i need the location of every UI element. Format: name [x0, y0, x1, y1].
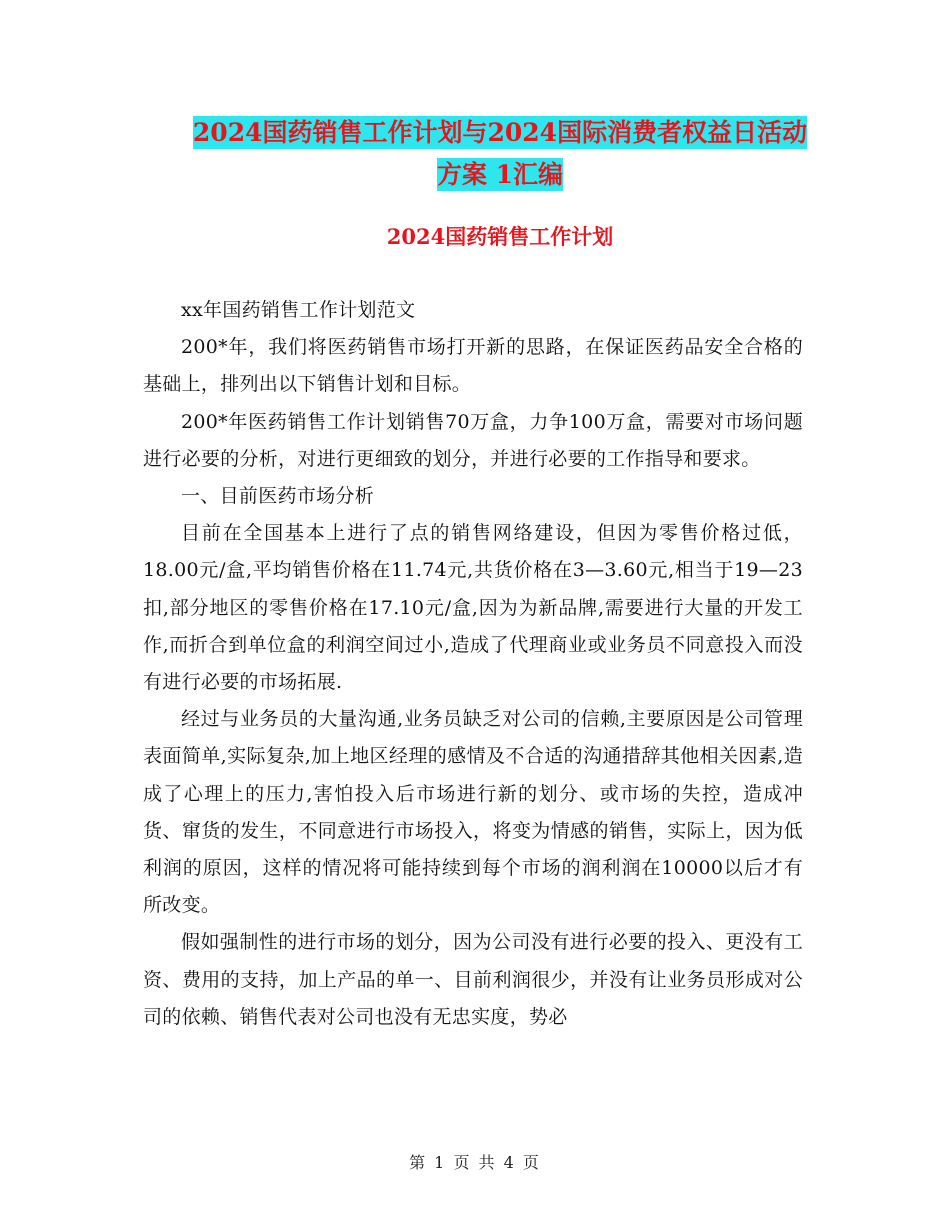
paragraph: 一、目前医药市场分析: [181, 485, 375, 508]
title-highlight: 2024国药销售工作计划与2024国际消费者权益日活动: [192, 118, 808, 147]
paragraph: 假如强制性的进行市场的划分，因为公司没有进行必要的投入、更没有工资、费用的支持，加上产品的单一、目前利润很少，并没有让业务员形成对公司的依赖、销售代表对公司也没有无忠实度，势必: [143, 931, 803, 1028]
body-text: [143, 292, 803, 1036]
section-title: 2024国药销售工作计划: [386, 224, 614, 249]
document-title-line-2: [140, 152, 860, 197]
paragraph: 200*年，我们将医药销售市场打开新的思路，在保证医药品安全合格的基础上，排列出以下销售计划和目标。: [143, 336, 803, 396]
paragraph: 目前在全国基本上进行了点的销售网络建设，但因为零售价格过低，18.00元/盒,平均销售价格在11.74元,共货价格在3—3.60元,相当于19—23扣,部分地区的零售价格在17.10元/盒,因为为新品牌,需要进行大量的开发工作,而折合到单位盒的利润空间过小,造成了代理商业或业务员不同意投入而没有进行必要的市场拓展.: [143, 522, 803, 694]
title-highlight: 方案 1汇编: [436, 160, 564, 189]
paragraph: 经过与业务员的大量沟通,业务员缺乏对公司的信赖,主要原因是公司管理表面简单,实际复杂,加上地区经理的感情及不合适的沟通措辞其他相关因素,造成了心理上的压力,害怕投入后市场进行新的划分、或市场的失控，造成冲货、窜货的发生，不同意进行市场投入，将变为情感的销售，实际上，因为低利润的原因，这样的情况将可能持续到每个市场的润利润在10000以后才有所改变。: [143, 708, 803, 917]
paragraph: 200*年医药销售工作计划销售70万盒，力争100万盒，需要对市场问题进行必要的分析，对进行更细致的划分，并进行必要的工作指导和要求。: [143, 410, 803, 470]
page-number-footer: 第 1 页 共 4 页: [409, 1153, 541, 1172]
paragraph: xx年国药销售工作计划范文: [181, 299, 416, 321]
document-title-line-1: [140, 110, 860, 155]
